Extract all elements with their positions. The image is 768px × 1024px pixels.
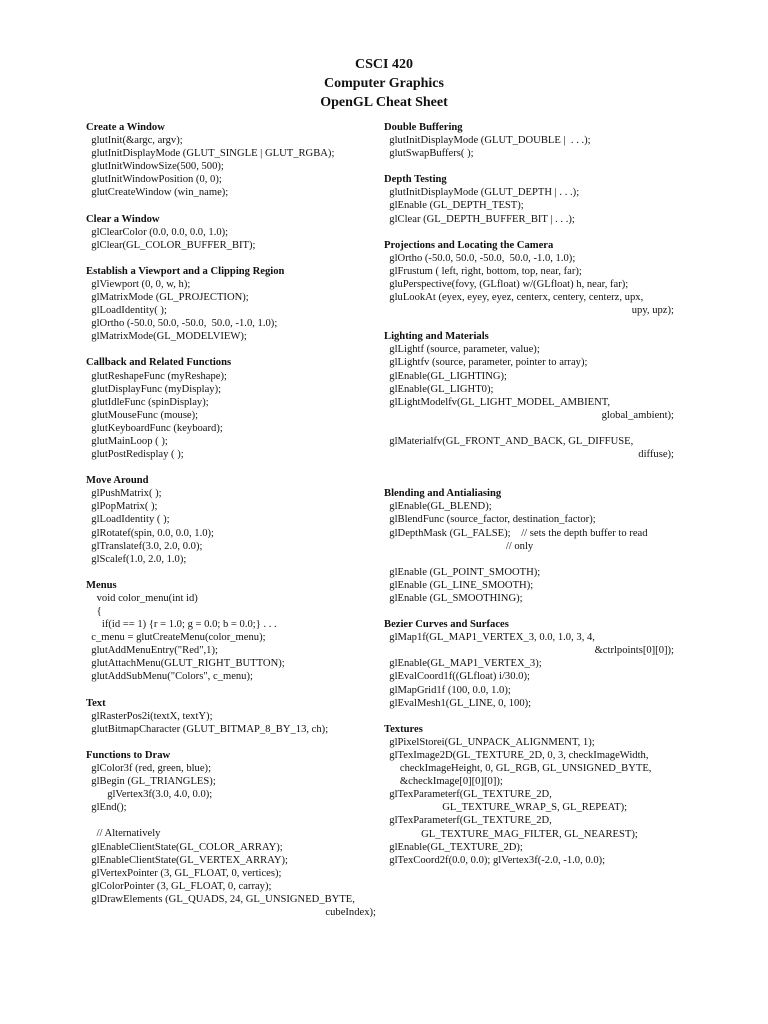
code-line: glutPostRedisplay ( );	[86, 449, 184, 461]
right-column	[384, 121, 674, 880]
code-line: glutMouseFunc (mouse);	[86, 409, 199, 421]
section-textures	[384, 723, 674, 867]
code-line: glPixelStorei(GL_UNPACK_ALIGNMENT, 1);	[384, 736, 595, 748]
course-code: CSCI 420	[355, 57, 413, 72]
code-line: glLoadIdentity( );	[86, 305, 167, 317]
code-line: glTexParameterf(GL_TEXTURE_2D,	[384, 789, 552, 801]
section-heading: Clear a Window	[86, 213, 160, 225]
code-line: glEnableClientState(GL_VERTEX_ARRAY);	[86, 854, 288, 866]
code-line: glutAddSubMenu("Colors", c_menu);	[86, 671, 253, 683]
code-line: &ctrlpoints[0][0]);	[594, 645, 674, 657]
code-line: gluLookAt (eyex, eyey, eyez, centerx, centery, centerz, upx,	[384, 292, 644, 304]
code-line: glutSwapBuffers( );	[384, 148, 474, 160]
code-line: glutReshapeFunc (myReshape);	[86, 370, 227, 382]
code-line: glEnable(GL_TEXTURE_2D);	[384, 841, 523, 853]
code-line: glutAddMenuEntry("Red",1);	[86, 645, 218, 657]
code-line	[86, 814, 376, 827]
code-line: glutBitmapCharacter (GLUT_BITMAP_8_BY_13, ch);	[86, 723, 329, 735]
code-line: checkImageHeight, 0, GL_RGB, GL_UNSIGNED_BYTE,	[384, 763, 652, 775]
section-heading: Lighting and Materials	[384, 331, 489, 343]
code-line: {	[86, 606, 102, 617]
code-line: &checkImage[0][0][0]);	[384, 776, 503, 788]
section-move-around	[86, 474, 376, 566]
left-column	[86, 121, 376, 932]
section-establish-a-viewport-and-a-clipping-region	[86, 265, 376, 344]
code-line: if(id == 1) {r = 1.0; g = 0.0; b = 0.0;} . . .	[86, 619, 277, 631]
code-line: glMatrixMode(GL_MODELVIEW);	[86, 331, 247, 343]
code-line: glDrawElements (GL_QUADS, 24, GL_UNSIGNED_BYTE,	[86, 893, 355, 905]
code-line: glutInit(&argc, argv);	[86, 135, 183, 147]
code-line: glLightModelfv(GL_LIGHT_MODEL_AMBIENT,	[384, 396, 611, 408]
section-heading: Establish a Viewport and a Clipping Region	[86, 265, 285, 277]
code-line: glColorPointer (3, GL_FLOAT, 0, carray);	[86, 880, 272, 892]
code-line: glColor3f (red, green, blue);	[86, 762, 212, 774]
section-callback-and-related-functions	[86, 356, 376, 461]
code-line: glEnable(GL_MAP1_VERTEX_3);	[384, 658, 542, 670]
section-heading: Callback and Related Functions	[86, 357, 232, 369]
code-line: c_menu = glutCreateMenu(color_menu);	[86, 632, 266, 644]
section-menus	[86, 579, 376, 684]
code-line: glDepthMask (GL_FALSE); // sets the depth buffer to read	[384, 527, 648, 539]
section-functions-to-draw	[86, 749, 376, 919]
section-clear-a-window	[86, 213, 376, 252]
code-line: glEnable (GL_POINT_SMOOTH);	[384, 566, 541, 578]
document-title	[0, 55, 768, 112]
code-line: GL_TEXTURE_WRAP_S, GL_REPEAT);	[384, 802, 628, 814]
section-blending-and-antialiasing	[384, 487, 674, 605]
section-projections-and-locating-the-camera	[384, 239, 674, 318]
section-heading: Create a Window	[86, 122, 165, 133]
code-line: glEnableClientState(GL_COLOR_ARRAY);	[86, 841, 283, 853]
code-line: glEvalMesh1(GL_LINE, 0, 100);	[384, 697, 532, 709]
code-line: gluPerspective(fovy, (GLfloat) w/(GLfloat) h, near, far);	[384, 278, 629, 290]
code-line: glViewport (0, 0, w, h);	[86, 278, 191, 290]
code-line: glTexCoord2f(0.0, 0.0); glVertex3f(-2.0, -1.0, 0.0);	[384, 854, 606, 866]
section-heading: Textures	[384, 723, 423, 735]
code-line: upy, upz);	[631, 305, 674, 317]
code-line: glMatrixMode (GL_PROJECTION);	[86, 292, 249, 304]
code-line: glutInitDisplayMode (GLUT_DOUBLE | . . .);	[384, 135, 591, 147]
sheet-title: OpenGL Cheat Sheet	[320, 95, 448, 110]
section-depth-testing	[384, 173, 674, 225]
code-line: // only	[384, 540, 534, 552]
code-line: glLoadIdentity ( );	[86, 514, 170, 526]
course-name: Computer Graphics	[324, 76, 444, 91]
section-double-buffering	[384, 121, 674, 160]
code-line: glEnable(GL_LIGHTING);	[384, 370, 507, 382]
code-line: glClear (GL_DEPTH_BUFFER_BIT | . . .);	[384, 213, 575, 225]
section-heading: Menus	[86, 579, 117, 591]
code-line: glMap1f(GL_MAP1_VERTEX_3, 0.0, 1.0, 3, 4,	[384, 632, 595, 644]
code-line: GL_TEXTURE_MAG_FILTER, GL_NEAREST);	[384, 828, 638, 840]
section-heading: Depth Testing	[384, 174, 447, 186]
code-line: glBlendFunc (source_factor, destination_factor);	[384, 514, 596, 526]
section-heading: Bezier Curves and Surfaces	[384, 619, 509, 631]
code-line: glMapGrid1f (100, 0.0, 1.0);	[384, 684, 511, 696]
code-line: glRotatef(spin, 0.0, 0.0, 1.0);	[86, 527, 214, 539]
code-line: glPushMatrix( );	[86, 488, 162, 500]
section-heading: Move Around	[86, 475, 149, 487]
code-line: diffuse);	[638, 449, 674, 461]
code-line: glVertex3f(3.0, 4.0, 0.0);	[86, 789, 213, 801]
code-line: global_ambient);	[601, 409, 674, 421]
code-line: glutKeyboardFunc (keyboard);	[86, 422, 223, 434]
section-create-a-window	[86, 121, 376, 200]
code-line: glClear(GL_COLOR_BUFFER_BIT);	[86, 239, 256, 251]
code-line: glPopMatrix( );	[86, 501, 158, 513]
code-line: glEnable (GL_DEPTH_TEST);	[384, 200, 524, 212]
code-line: glutAttachMenu(GLUT_RIGHT_BUTTON);	[86, 658, 285, 670]
code-line: glBegin (GL_TRIANGLES);	[86, 776, 216, 788]
code-line: glFrustum ( left, right, bottom, top, near, far);	[384, 265, 582, 277]
code-line: glMaterialfv(GL_FRONT_AND_BACK, GL_DIFFUSE,	[384, 435, 634, 447]
code-line: glVertexPointer (3, GL_FLOAT, 0, vertices);	[86, 867, 282, 879]
code-line: glutInitWindowSize(500, 500);	[86, 161, 224, 173]
code-line	[384, 461, 674, 474]
code-line: glTexParameterf(GL_TEXTURE_2D,	[384, 815, 552, 827]
section-bezier-curves-and-surfaces	[384, 618, 674, 710]
code-line: glutIdleFunc (spinDisplay);	[86, 396, 209, 408]
code-line: glutMainLoop ( );	[86, 435, 168, 447]
code-line: glTexImage2D(GL_TEXTURE_2D, 0, 3, checkImageWidth,	[384, 749, 649, 761]
code-line: glOrtho (-50.0, 50.0, -50.0, 50.0, -1.0, 1.0);	[384, 252, 576, 264]
code-line	[384, 422, 674, 435]
code-line: glutInitWindowPosition (0, 0);	[86, 174, 222, 186]
section-heading: Double Buffering	[384, 122, 463, 133]
code-line: glTranslatef(3.0, 2.0, 0.0);	[86, 540, 203, 552]
code-line: glEnable (GL_SMOOTHING);	[384, 593, 523, 604]
code-line: glEvalCoord1f((GLfloat) i/30.0);	[384, 671, 530, 683]
code-line: glutInitDisplayMode (GLUT_DEPTH | . . .);	[384, 187, 580, 199]
section-lighting-and-materials	[384, 330, 674, 474]
code-line: glutInitDisplayMode (GLUT_SINGLE | GLUT_RGBA);	[86, 148, 335, 160]
code-line: // Alternatively	[86, 828, 161, 840]
code-line: glOrtho (-50.0, 50.0, -50.0, 50.0, -1.0, 1.0);	[86, 318, 278, 330]
section-heading: Text	[86, 697, 106, 709]
code-line: glEnable(GL_LIGHT0);	[384, 383, 494, 395]
section-text	[86, 697, 376, 736]
code-line: glLightfv (source, parameter, pointer to array);	[384, 357, 588, 369]
code-line: glEnable (GL_LINE_SMOOTH);	[384, 579, 534, 591]
code-line: glEnd();	[86, 802, 127, 814]
code-line: glScalef(1.0, 2.0, 1.0);	[86, 553, 187, 565]
code-line: cubeIndex);	[325, 906, 376, 918]
code-line: glEnable(GL_BLEND);	[384, 501, 492, 513]
code-line	[384, 553, 674, 566]
section-heading: Blending and Antialiasing	[384, 488, 502, 500]
code-line: void color_menu(int id)	[86, 592, 198, 604]
section-heading: Functions to Draw	[86, 749, 171, 761]
code-line: glRasterPos2i(textX, textY);	[86, 710, 213, 722]
code-line: glutDisplayFunc (myDisplay);	[86, 383, 222, 395]
code-line: glutCreateWindow (win_name);	[86, 187, 229, 199]
code-line: glClearColor (0.0, 0.0, 0.0, 1.0);	[86, 226, 229, 238]
section-heading: Projections and Locating the Camera	[384, 239, 554, 251]
code-line: glLightf (source, parameter, value);	[384, 344, 540, 356]
